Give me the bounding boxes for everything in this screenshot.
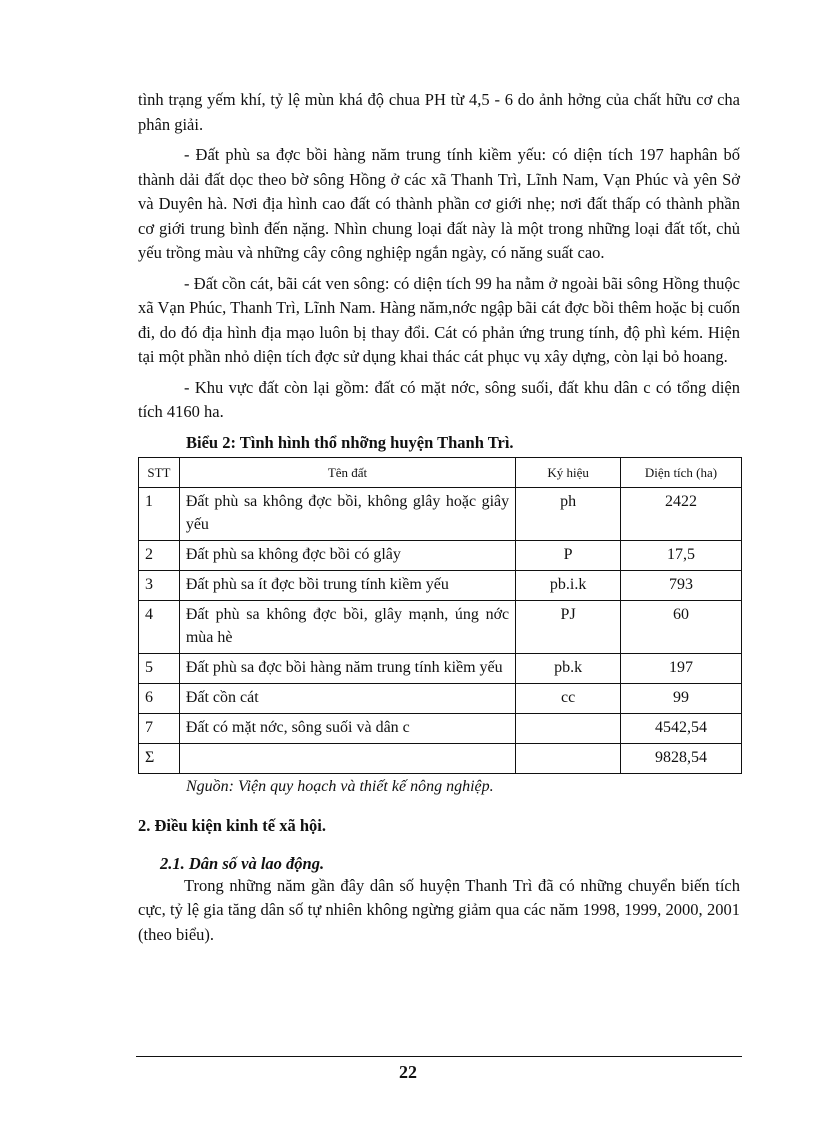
- header-area: Diện tích (ha): [621, 457, 742, 487]
- cell-total-area: 9828,54: [621, 743, 742, 773]
- cell-name: Đất phù sa không đợc bồi, glây mạnh, úng nớc mùa hè: [179, 600, 515, 653]
- header-symbol: Ký hiệu: [516, 457, 621, 487]
- cell-area: 4542,54: [621, 713, 742, 743]
- table-source: Nguồn: Viện quy hoạch và thiết kế nông nghiệp.: [186, 777, 494, 795]
- cell-stt: 5: [139, 653, 180, 683]
- table-row: [139, 540, 742, 570]
- table-title: Biểu 2: Tình hình thổ nhỡng huyện Thanh Trì.: [186, 432, 514, 452]
- cell-symbol: [516, 713, 621, 743]
- cell-name: Đất phù sa đợc bồi hàng năm trung tính kiềm yếu: [179, 653, 515, 683]
- cell-area: 17,5: [621, 540, 742, 570]
- cell-stt: 1: [139, 487, 180, 540]
- paragraph-population: Trong những năm gần đây dân số huyện Thanh Trì đã có những chuyển biến tích cực, tỷ lệ gia tăng dân số tự nhiên không ngừng giảm qua các năm 1998, 1999, 2000, 2001 (theo biểu).: [138, 875, 740, 944]
- table-row: [139, 600, 742, 653]
- cell-stt: 4: [139, 600, 180, 653]
- soil-table: [138, 457, 742, 774]
- cell-name: Đất phù sa không đợc bồi, không glây hoặc giây yếu: [179, 487, 515, 540]
- cell-symbol: [516, 743, 621, 773]
- cell-stt: 2: [139, 540, 180, 570]
- section-heading: 2. Điều kiện kinh tế xã hội.: [138, 815, 326, 835]
- cell-symbol: PJ: [516, 600, 621, 653]
- cell-symbol: P: [516, 540, 621, 570]
- cell-area: 99: [621, 683, 742, 713]
- cell-area: 2422: [621, 487, 742, 540]
- page-number: 22: [399, 1062, 417, 1082]
- header-name: Tên đất: [179, 457, 515, 487]
- cell-area: 793: [621, 570, 742, 600]
- cell-symbol: ph: [516, 487, 621, 540]
- cell-name: Đất phù sa ít đợc bồi trung tính kiềm yếu: [179, 570, 515, 600]
- cell-area: 197: [621, 653, 742, 683]
- subsection-heading: 2.1. Dân số và lao động.: [160, 853, 325, 873]
- table-row: [139, 653, 742, 683]
- cell-area: 60: [621, 600, 742, 653]
- cell-stt: 3: [139, 570, 180, 600]
- cell-symbol: cc: [516, 683, 621, 713]
- table-row: [139, 713, 742, 743]
- table-row: [139, 570, 742, 600]
- table-row: [139, 487, 742, 540]
- document-page: [138, 88, 740, 947]
- table-header-row: [139, 457, 742, 487]
- paragraph-sand-dunes: - Đất cồn cát, bãi cát ven sông: có diện tích 99 ha nằm ở ngoài bãi sông Hồng thuộc xã Vạn Phúc, Thanh Trì, Lĩnh Nam. Hàng năm,nớc ngập bãi cát đợc bồi thêm hoặc bị cuốn đi, do đó địa hình địa mạo luôn bị thay đổi. Cát có phản ứng trung tính, độ phì kém. Hiện tại một phần nhỏ diện tích đợc sử dụng khai thác cát phục vụ xây dựng, còn lại bỏ hoang.: [138, 273, 740, 366]
- cell-sum-symbol: Σ: [139, 743, 180, 773]
- cell-name: [179, 743, 515, 773]
- cell-symbol: pb.i.k: [516, 570, 621, 600]
- table-row: [139, 683, 742, 713]
- footer-divider: [136, 1056, 742, 1057]
- cell-name: Đất phù sa không đợc bồi có glây: [179, 540, 515, 570]
- paragraph-remaining-area: - Khu vực đất còn lại gồm: đất có mặt nớc, sông suối, đất khu dân c có tổng diện tích 4160 ha.: [138, 377, 740, 421]
- table-total-row: [139, 743, 742, 773]
- header-stt: STT: [139, 457, 180, 487]
- cell-symbol: pb.k: [516, 653, 621, 683]
- cell-stt: 7: [139, 713, 180, 743]
- paragraph-soil-continued: tình trạng yếm khí, tỷ lệ mùn khá độ chua PH từ 4,5 - 6 do ảnh hởng của chất hữu cơ cha phân giải.: [138, 90, 740, 134]
- cell-name: Đất cồn cát: [179, 683, 515, 713]
- cell-stt: 6: [139, 683, 180, 713]
- cell-name: Đất có mặt nớc, sông suối và dân c: [179, 713, 515, 743]
- paragraph-alluvial-soil: - Đất phù sa đợc bồi hàng năm trung tính kiềm yếu: có diện tích 197 haphân bố thành dải đất dọc theo bờ sông Hồng ở các xã Thanh Trì, Lĩnh Nam, Vạn Phúc và yên Sở và Duyên hà. Nơi địa hình cao đất có thành phần cơ giới nhẹ; nơi đất thấp có thành phần cơ giới trung bình đến nặng. Nhìn chung loại đất này là một trong những loại đất tốt, chủ yếu trồng màu và những cây công nghiệp ngắn ngày, có năng suất cao.: [138, 145, 740, 262]
